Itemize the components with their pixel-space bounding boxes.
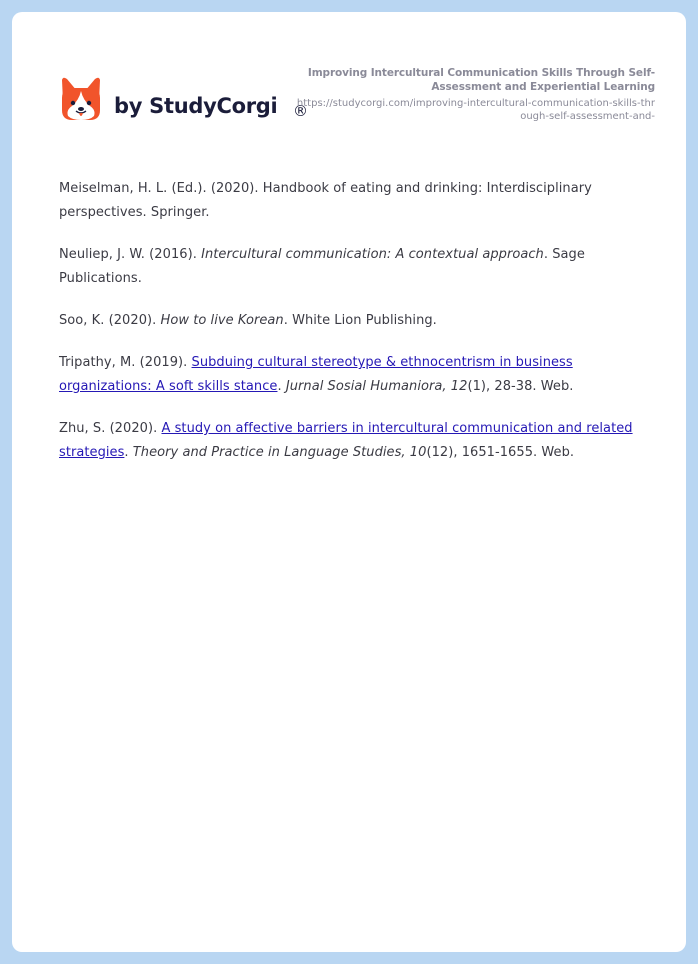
corgi-icon — [60, 76, 102, 122]
reference-author: Soo, K. (2020). — [59, 313, 161, 328]
reference-title: How to live Korean — [160, 313, 284, 328]
reference-item — [59, 309, 639, 333]
reference-separator: . — [277, 379, 286, 394]
reference-volume: 12 — [450, 379, 468, 394]
reference-issue-pages: (1), 28-38. Web. — [467, 379, 574, 394]
document-page — [12, 12, 686, 952]
reference-list — [59, 177, 639, 483]
document-title: Improving Intercultural Communication Skills Through Self-Assessment and Experiential Learning — [307, 67, 655, 93]
page-header — [12, 12, 686, 152]
reference-link[interactable]: Subduing cultural stereotype & ethnocentrism in business organizations: A soft skills stance — [59, 355, 573, 394]
reference-item — [59, 243, 639, 291]
reference-author: Tripathy, M. (2019). — [59, 355, 192, 370]
reference-volume: 10 — [409, 445, 427, 460]
reference-text: Meiselman, H. L. (Ed.). (2020). Handbook of eating and drinking: Interdisciplinary perspectives. Springer. — [59, 181, 592, 220]
logo-wordmark: by StudyCorgi — [114, 94, 278, 118]
reference-author: Neuliep, J. W. (2016). — [59, 247, 202, 262]
reference-issue-pages: (12), 1651-1655. Web. — [426, 445, 575, 460]
reference-separator: . — [124, 445, 133, 460]
reference-title: Intercultural communication: A contextual approach — [201, 247, 544, 262]
reference-journal: Jurnal Sosial Humaniora, — [285, 379, 451, 394]
reference-publisher: . White Lion Publishing. — [283, 313, 437, 328]
studycorgi-logo[interactable] — [60, 76, 308, 122]
reference-publisher: . Sage Publications. — [59, 247, 585, 286]
registered-mark: ® — [293, 102, 308, 120]
reference-journal: Theory and Practice in Language Studies, — [132, 445, 410, 460]
reference-item — [59, 177, 639, 225]
document-meta — [295, 66, 655, 123]
reference-link[interactable]: A study on affective barriers in intercultural communication and related strategies — [59, 421, 633, 460]
reference-author: Zhu, S. (2020). — [59, 421, 162, 436]
document-url[interactable]: https://studycorgi.com/improving-intercultural-communication-skills-through-self-assessment-and- — [296, 98, 655, 122]
reference-item — [59, 417, 639, 465]
reference-item — [59, 351, 639, 399]
